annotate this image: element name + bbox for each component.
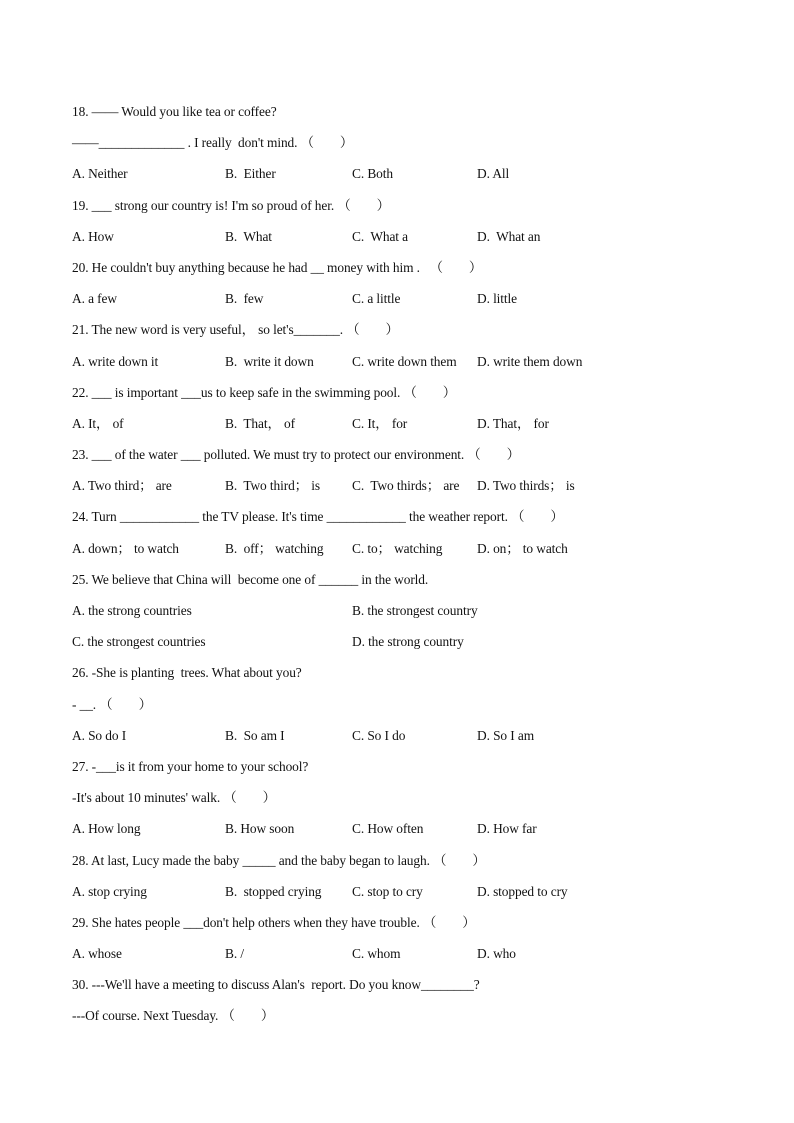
answer-option[interactable]: D. stopped to cry	[477, 883, 568, 899]
answer-option[interactable]: D. All	[477, 166, 510, 182]
answer-option[interactable]: B. stopped crying	[225, 883, 322, 899]
question-stem: -It's about 10 minutes' walk. （ ）	[72, 790, 276, 806]
answer-option[interactable]: D. Two thirds； is	[477, 478, 575, 494]
answer-option[interactable]: C. What a	[352, 228, 409, 244]
question-stem: 20. He couldn't buy anything because he had __ money with him . （ ）	[72, 259, 483, 275]
question-stem: 22. ___ is important ___us to keep safe in the swimming pool. （ ）	[72, 384, 457, 400]
answer-option[interactable]: D. who	[477, 946, 516, 962]
answer-options-row	[72, 631, 732, 662]
answer-options-row	[72, 351, 732, 382]
answer-option[interactable]: C. to； watching	[352, 540, 443, 556]
answer-options-row	[72, 725, 732, 756]
answer-option[interactable]: D. the strong country	[352, 634, 464, 650]
answer-options-row	[72, 288, 732, 319]
answer-option[interactable]: C. Both	[352, 166, 393, 182]
answer-option[interactable]: B. So am I	[225, 727, 285, 743]
answer-option[interactable]: C. the strongest countries	[72, 634, 206, 650]
answer-option[interactable]: D. How far	[477, 821, 537, 837]
exam-page	[72, 101, 732, 1037]
answer-options-row	[72, 413, 732, 444]
answer-option[interactable]: A. the strong countries	[72, 603, 192, 618]
answer-option[interactable]: B. the strongest country	[352, 603, 478, 618]
question-stem: 27. -___is it from your home to your school?	[72, 758, 309, 774]
answer-option[interactable]: A. How	[72, 228, 114, 244]
answer-option[interactable]: B. What	[225, 228, 272, 244]
answer-option[interactable]: B. off； watching	[225, 540, 324, 556]
answer-option[interactable]: D. on； to watch	[477, 540, 568, 556]
answer-option[interactable]: C. So I do	[352, 727, 406, 743]
question-stem: 30. ---We'll have a meeting to discuss Alan's report. Do you know________?	[72, 977, 480, 993]
answer-option[interactable]: A. So do I	[72, 727, 127, 743]
answer-options-row	[72, 163, 732, 194]
answer-option[interactable]: A. Two third； are	[72, 478, 172, 494]
answer-options-row	[72, 943, 732, 974]
answer-option[interactable]: B. Two third； is	[225, 478, 320, 494]
answer-option[interactable]: B. few	[225, 291, 264, 307]
question-stem: 25. We believe that China will become one of ______ in the world.	[72, 571, 429, 587]
question-stem: 28. At last, Lucy made the baby _____ and the baby began to laugh. （ ）	[72, 852, 486, 868]
answer-option[interactable]: D. What an	[477, 228, 541, 244]
question-stem: 29. She hates people ___don't help others when they have trouble. （ ）	[72, 914, 476, 930]
answer-option[interactable]: B. write it down	[225, 353, 314, 369]
answer-option[interactable]: B. That， of	[225, 415, 295, 431]
answer-option[interactable]: C. Two thirds； are	[352, 478, 460, 494]
answer-option[interactable]: A. a few	[72, 291, 117, 307]
answer-option[interactable]: C. write down them	[352, 353, 457, 369]
question-stem: ---Of course. Next Tuesday. （ ）	[72, 1008, 275, 1024]
question-stem: 18. —— Would you like tea or coffee?	[72, 104, 277, 119]
answer-option[interactable]: D. So I am	[477, 727, 535, 743]
answer-option[interactable]: C. How often	[352, 821, 424, 837]
answer-option[interactable]: A. It， of	[72, 415, 124, 431]
answer-option[interactable]: C. stop to cry	[352, 883, 423, 899]
answer-option[interactable]: B. How soon	[225, 821, 295, 837]
answer-option[interactable]: A. Neither	[72, 166, 128, 182]
answer-options-row	[72, 538, 732, 569]
answer-option[interactable]: B. Either	[225, 166, 276, 182]
answer-option[interactable]: B. /	[225, 946, 244, 962]
question-stem: - __. （ ）	[72, 696, 152, 712]
answer-option[interactable]: A. whose	[72, 946, 122, 962]
answer-option[interactable]: C. It， for	[352, 415, 408, 431]
answer-options-row	[72, 818, 732, 849]
question-stem: 26. -She is planting trees. What about you?	[72, 665, 302, 681]
answer-option[interactable]: A. down； to watch	[72, 540, 179, 556]
answer-options-row	[72, 881, 732, 912]
question-stem: 21. The new word is very useful， so let's_______. （ ）	[72, 322, 399, 338]
question-stem: 24. Turn ____________ the TV please. It's time ____________ the weather report. （ ）	[72, 509, 564, 525]
answer-options-row	[72, 600, 732, 631]
question-stem: 23. ___ of the water ___ polluted. We must try to protect our environment. （ ）	[72, 447, 520, 463]
answer-option[interactable]: D. write them down	[477, 353, 583, 369]
answer-option[interactable]: C. whom	[352, 946, 401, 962]
answer-option[interactable]: A. write down it	[72, 353, 159, 369]
question-stem: ——_____________ . I really don't mind. （ ）	[72, 135, 354, 151]
question-stem: 19. ___ strong our country is! I'm so proud of her. （ ）	[72, 197, 390, 213]
answer-option[interactable]: A. How long	[72, 821, 141, 837]
answer-option[interactable]: C. a little	[352, 291, 401, 307]
answer-options-row	[72, 475, 732, 506]
answer-option[interactable]: D. That， for	[477, 415, 549, 431]
answer-option[interactable]: A. stop crying	[72, 883, 147, 899]
answer-options-row	[72, 226, 732, 257]
answer-option[interactable]: D. little	[477, 291, 518, 307]
